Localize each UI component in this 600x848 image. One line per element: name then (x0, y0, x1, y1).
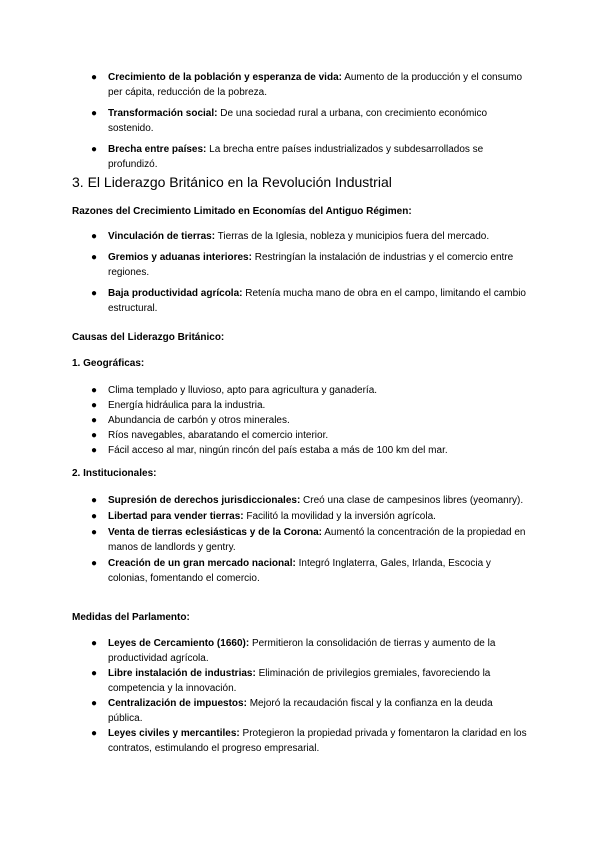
item-label: Libertad para vender tierras: (108, 511, 244, 522)
list-item (0, 525, 600, 555)
list-item (0, 229, 600, 244)
bullet-icon: ● (91, 527, 98, 538)
item-label: Creación de un gran mercado nacional: (108, 558, 296, 569)
item-text: Eliminación de privilegios gremiales, favoreciendo la competencia y la innovación. (108, 668, 491, 694)
item-text: Mejoró la recaudación fiscal y la confianza en la deuda pública. (108, 698, 493, 724)
item-label: Leyes civiles y mercantiles: (108, 728, 240, 739)
item-text: Clima templado y lluvioso, apto para agricultura y ganadería. (108, 385, 378, 396)
item-text: Abundancia de carbón y otros minerales. (108, 415, 290, 426)
bullet-icon: ● (91, 72, 98, 83)
item-text: Facilitó la movilidad y la inversión agrícola. (243, 511, 436, 522)
parlamento-list (0, 636, 600, 756)
bullet-icon: ● (91, 252, 98, 263)
list-item (0, 413, 600, 428)
item-text: De una sociedad rural a urbana, con crecimiento económico sostenido. (108, 108, 488, 134)
item-text: Ríos navegables, abaratando el comercio interior. (108, 430, 329, 441)
item-text: Energía hidráulica para la industria. (108, 400, 266, 411)
bullet-icon: ● (91, 495, 98, 506)
list-item (0, 443, 600, 458)
institucionales-heading: 2. Institucionales: (72, 468, 157, 479)
list-item (0, 556, 600, 586)
item-text: Creó una clase de campesinos libres (yeomanry). (300, 495, 524, 506)
item-label: Centralización de impuestos: (108, 698, 247, 709)
item-text: Protegieron la propiedad privada y fomentaron la claridad en los contratos, estimulando el progreso empresarial. (108, 728, 527, 754)
top-bullet-list (0, 70, 600, 178)
list-item (0, 286, 600, 316)
list-item (0, 636, 600, 666)
item-label: Libre instalación de industrias: (108, 668, 256, 679)
bullet-icon: ● (91, 400, 98, 411)
item-text: Fácil acceso al mar, ningún rincón del país estaba a más de 100 km del mar. (108, 445, 448, 456)
bullet-icon: ● (91, 728, 98, 739)
item-label: Vinculación de tierras: (108, 231, 216, 242)
list-item (0, 726, 600, 756)
bullet-icon: ● (91, 108, 98, 119)
causas-heading: Causas del Liderazgo Británico: (72, 332, 225, 343)
geograficas-list (0, 383, 600, 458)
item-label: Brecha entre países: (108, 144, 207, 155)
bullet-icon: ● (91, 668, 98, 679)
list-item (0, 493, 600, 508)
item-label: Venta de tierras eclesiásticas y de la Corona: (108, 527, 322, 538)
item-text: Retenía mucha mano de obra en el campo, limitando el cambio estructural. (108, 288, 526, 314)
bullet-icon: ● (91, 511, 98, 522)
bullet-icon: ● (91, 638, 98, 649)
item-text: Aumento de la producción y el consumo per cápita, reducción de la pobreza. (108, 72, 523, 98)
bullet-icon: ● (91, 558, 98, 569)
parlamento-heading: Medidas del Parlamento: (72, 612, 190, 623)
item-text: Permitieron la consolidación de tierras y aumento de la productividad agrícola. (108, 638, 496, 664)
item-label: Leyes de Cercamiento (1660): (108, 638, 250, 649)
bullet-icon: ● (91, 415, 98, 426)
item-text: Integró Inglaterra, Gales, Irlanda, Escocia y colonias, fomentando el comercio. (108, 558, 491, 584)
list-item (0, 428, 600, 443)
list-item (0, 696, 600, 726)
bullet-icon: ● (91, 430, 98, 441)
bullet-icon: ● (91, 231, 98, 242)
bullet-icon: ● (91, 288, 98, 299)
item-text: Aumentó la concentración de la propiedad en manos de landlords y gentry. (108, 527, 526, 553)
list-item (0, 106, 600, 136)
item-text: Restringían la instalación de industrias y el comercio entre regiones. (108, 252, 514, 278)
item-text: Tierras de la Iglesia, nobleza y municipios fuera del mercado. (215, 231, 490, 242)
section-title: 3. El Liderazgo Británico en la Revolución Industrial (72, 174, 392, 190)
list-item (0, 383, 600, 398)
item-label: Crecimiento de la población y esperanza de vida: (108, 72, 342, 83)
bullet-icon: ● (91, 144, 98, 155)
item-label: Supresión de derechos jurisdiccionales: (108, 495, 301, 506)
list-item (0, 70, 600, 100)
item-text: La brecha entre países industrializados y subdesarrollados se profundizó. (108, 144, 484, 170)
razones-list (0, 229, 600, 322)
list-item (0, 666, 600, 696)
bullet-icon: ● (91, 385, 98, 396)
list-item (0, 142, 600, 172)
list-item (0, 398, 600, 413)
institucionales-list (0, 493, 600, 587)
geograficas-heading: 1. Geográficas: (72, 358, 145, 369)
bullet-icon: ● (91, 445, 98, 456)
list-item (0, 509, 600, 524)
bullet-icon: ● (91, 698, 98, 709)
item-label: Baja productividad agrícola: (108, 288, 243, 299)
item-label: Transformación social: (108, 108, 218, 119)
item-label: Gremios y aduanas interiores: (108, 252, 252, 263)
list-item (0, 250, 600, 280)
razones-heading: Razones del Crecimiento Limitado en Economías del Antiguo Régimen: (72, 206, 412, 217)
